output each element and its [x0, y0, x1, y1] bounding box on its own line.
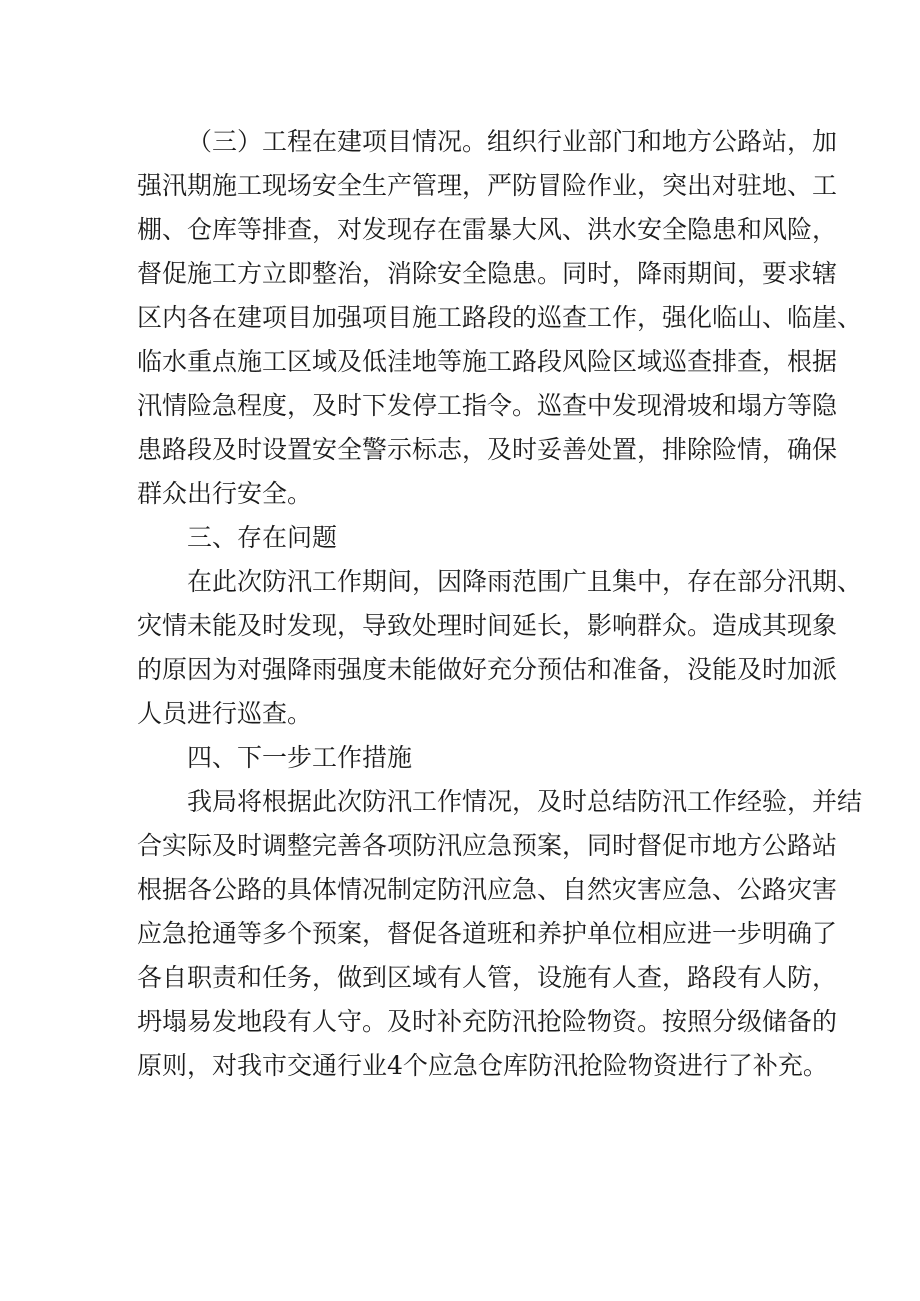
text-line: （三）工程在建项目情况。组织行业部门和地方公路站，加: [187, 127, 838, 156]
text-line: 我局将根据此次防汛工作情况，及时总结防汛工作经验，并结: [187, 787, 863, 816]
text-line: 汛情险急程度，及时下发停工指令。巡查中发现滑坡和塌方等隐: [137, 391, 838, 420]
text-line: 区内各在建项目加强项目施工路段的巡查工作，强化临山、临崖、: [137, 303, 863, 332]
text-line: 强汛期施工现场安全生产管理，严防冒险作业，突出对驻地、工: [137, 171, 838, 200]
text-line: 督促施工方立即整治，消除安全隐患。同时，降雨期间，要求辖: [137, 259, 838, 288]
text-line: 坍塌易发地段有人守。及时补充防汛抢险物资。按照分级储备的: [137, 1007, 838, 1036]
text-line: 在此次防汛工作期间，因降雨范围广且集中，存在部分汛期、: [187, 567, 863, 596]
text-line: 群众出行安全。: [137, 479, 313, 508]
text-line: 原则，对我市交通行业4个应急仓库防汛抢险物资进行了补充。: [137, 1051, 828, 1080]
section-heading-next-steps: 四、下一步工作措施: [187, 743, 413, 772]
text-line: 棚、仓库等排查，对发现存在雷暴大风、洪水安全隐患和风险，: [137, 215, 838, 244]
text-line: 灾情未能及时发现，导致处理时间延长，影响群众。造成其现象: [137, 611, 838, 640]
text-line: 的原因为对强降雨强度未能做好充分预估和准备，没能及时加派: [137, 655, 838, 684]
text-line: 根据各公路的具体情况制定防汛应急、自然灾害应急、公路灾害: [137, 875, 838, 904]
text-line: 各自职责和任务，做到区域有人管，设施有人查，路段有人防，: [137, 963, 838, 992]
text-line: 合实际及时调整完善各项防汛应急预案，同时督促市地方公路站: [137, 831, 838, 860]
text-line: 应急抢通等多个预案，督促各道班和养护单位相应进一步明确了: [137, 919, 838, 948]
text-line: 人员进行巡查。: [137, 699, 313, 728]
section-heading-problems: 三、存在问题: [187, 523, 338, 552]
text-line: 患路段及时设置安全警示标志，及时妥善处置，排除险情，确保: [137, 435, 838, 464]
text-line: 临水重点施工区域及低洼地等施工路段风险区域巡查排查，根据: [137, 347, 838, 376]
